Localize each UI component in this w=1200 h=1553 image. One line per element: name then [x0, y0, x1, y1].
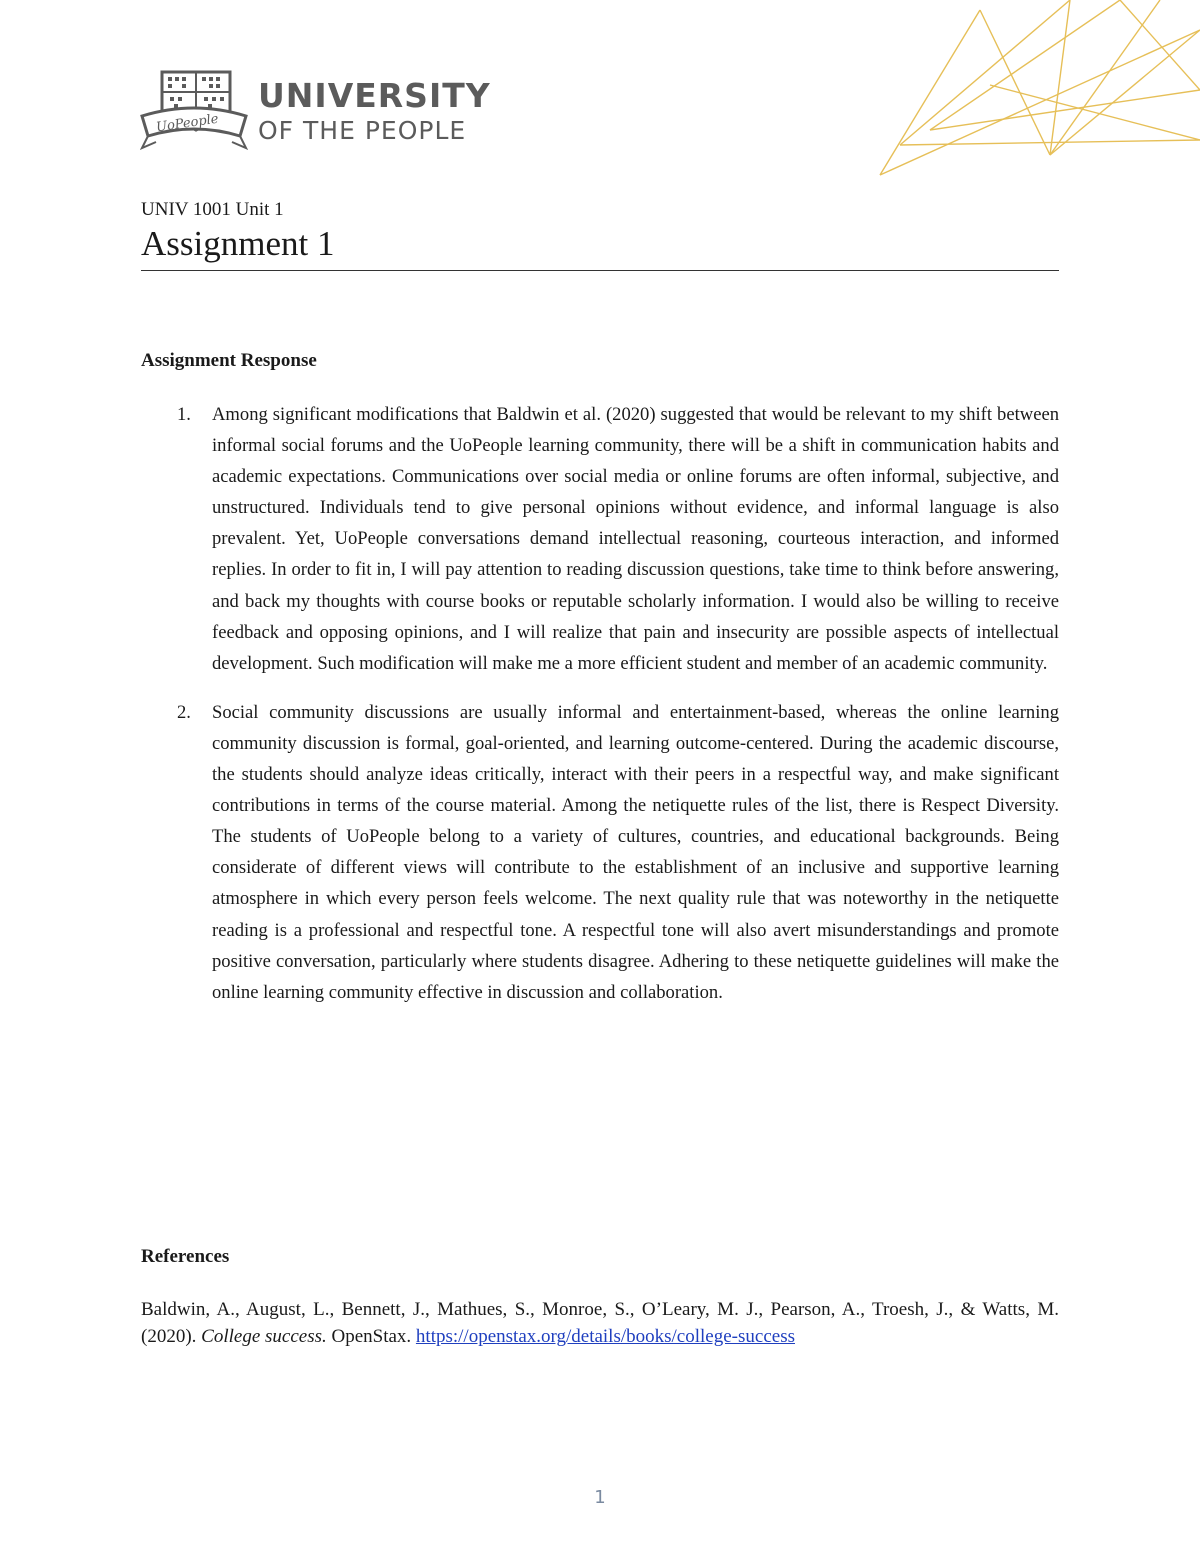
uopeople-crest-icon: [140, 66, 248, 156]
reference-title: College success.: [201, 1326, 327, 1347]
answer-text: Among significant modifications that Baldwin et al. (2020) suggested that would be relevant to my shift between informal social forums and the UoPeople learning community, there will be a shift in communication habits and academic expectations. Communications over social media or online forums are often informal, subjective, and unstructured. Individuals tend to give personal opinions without evidence, and informal language is also prevalent. Yet, UoPeople conversations demand intellectual reasoning, courteous interaction, and informed replies. In order to fit in, I will pay attention to reading discussion questions, take time to think before answering, and back my thoughts with course books or reputable scholarly information. I would also be willing to receive feedback and opposing opinions, and I will realize that pain and insecurity are possible aspects of intellectual development. Such modification will make me a more efficient student and member of an academic community.: [212, 404, 1059, 674]
university-logo: [140, 66, 500, 156]
title-divider: [141, 270, 1059, 271]
document-title: Assignment 1: [141, 224, 335, 263]
reference-publisher: OpenStax.: [331, 1326, 412, 1347]
references-heading: References: [141, 1246, 230, 1267]
reference-authors: Baldwin, A., August, L., Bennett, J., Mathues, S., Monroe, S., O’Leary, M. J., Pearson, A., Troesh, J., & Watts, M. (2020).: [141, 1299, 1059, 1347]
answer-number: 1.: [177, 404, 191, 425]
decorative-lines-icon: [870, 0, 1200, 190]
answer-text: Social community discussions are usually informal and entertainment-based, whereas the online learning community discussion is formal, goal-oriented, and learning outcome-centered. During the academic discourse, the students should analyze ideas critically, interact with their peers in a respectful way, and make significant contributions in terms of the course material. Among the netiquette rules of the list, there is Respect Diversity. The students of UoPeople belong to a variety of cultures, countries, and educational backgrounds. Being considerate of different views will contribute to the establishment of an inclusive and supportive learning atmosphere in which every person feels welcome. The next quality rule that was noteworthy in the netiquette reading is a professional and respectful tone. A respectful tone will also avert misunderstandings and promote positive conversation, particularly where students disagree. Adhering to these netiquette guidelines will make the online learning community effective in discussion and collaboration.: [212, 701, 1059, 1003]
page-number: 1: [594, 1487, 606, 1508]
answer-list: [141, 399, 1059, 1026]
answer-item: [141, 399, 1059, 679]
reference-entry: [141, 1296, 1059, 1350]
logo-badge-text: UoPeople: [155, 111, 220, 136]
response-heading: Assignment Response: [141, 350, 317, 371]
reference-link[interactable]: https://openstax.org/details/books/college-success: [415, 1326, 795, 1347]
answer-number: 2.: [177, 701, 191, 723]
logo-wordmark-line1: UNIVERSITY: [258, 76, 491, 115]
course-code: UNIV 1001 Unit 1: [141, 199, 284, 220]
logo-wordmark-line2: OF THE PEOPLE: [258, 116, 467, 145]
answer-item: [141, 697, 1059, 1008]
